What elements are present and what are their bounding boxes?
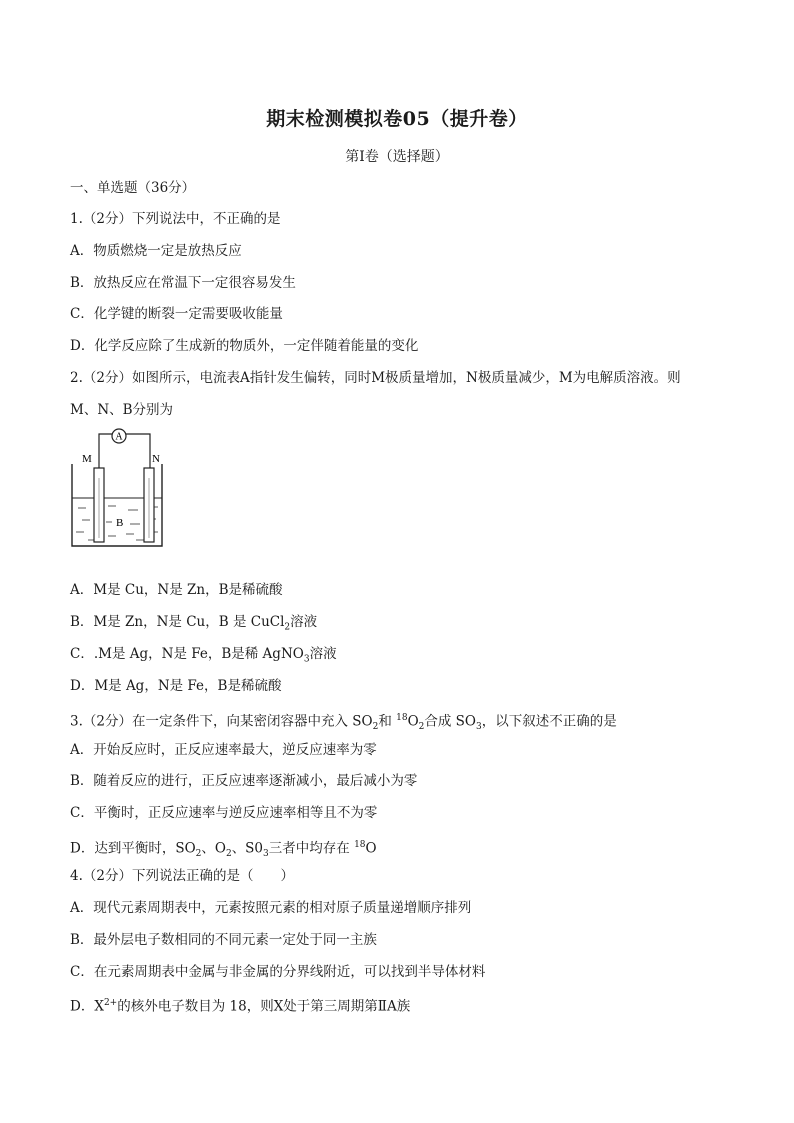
ammeter-label: A (115, 431, 123, 443)
q3-option-b: B．随着反应的进行，正反应速率逐渐减小，最后减小为零 (70, 773, 418, 789)
q2-stem-line2: M、N、B分别为 (70, 402, 174, 418)
page-subtitle: 第Ⅰ卷（选择题） (345, 149, 449, 165)
q1-option-d: D．化学反应除了生成新的物质外，一定伴随着能量的变化 (70, 338, 419, 354)
q1-option-b: B．放热反应在常温下一定很容易发生 (70, 275, 296, 291)
q1-option-c: C．化学键的断裂一定需要吸收能量 (70, 306, 283, 322)
q3-option-a: A．开始反应时，正反应速率最大，逆反应速率为零 (70, 742, 377, 758)
q4-option-b: B．最外层电子数相同的不同元素一定处于同一主族 (70, 932, 377, 948)
galvanic-cell-diagram (68, 428, 168, 553)
section-heading: 一、单选题（36分） (70, 180, 196, 196)
q4-option-c: C．在元素周期表中金属与非金属的分界线附近，可以找到半导体材料 (70, 964, 486, 980)
q4-stem: 4.（2分）下列说法正确的是（ ） (70, 868, 294, 884)
q1-option-a: A．物质燃烧一定是放热反应 (70, 243, 242, 259)
q1-stem: 1.（2分）下列说法中，不正确的是 (70, 211, 281, 227)
q3-option-d: D．达到平衡时，$SO_2$、$O_2$、$S0_3$三者中均存在 $^{18}$O (70, 840, 377, 860)
q2-option-c: C．.M是 Ag，N是 Fe，B是稀 AgNO$_3$溶液 (70, 646, 337, 665)
q3-stem: 3.（2分）在一定条件下，向某密闭容器中充入 $SO_2$和 $^{18}O_2$合成 $SO_3$，以下叙述不正确的是 (70, 713, 617, 733)
solution-label: B (116, 517, 124, 529)
q3-option-c: C．平衡时，正反应速率与逆反应速率相等且不为零 (70, 805, 378, 821)
q2-stem-line1: 2.（2分）如图所示，电流表A指针发生偏转，同时M极质量增加，N极质量减少，M为电解质溶液。则 (70, 370, 681, 386)
electrode-m-label: M (82, 453, 92, 465)
page-title: 期末检测模拟卷05（提升卷） (266, 108, 528, 130)
q4-option-d: D．$X^{2+}$的核外电子数目为 18，则X处于第三周期第ⅡA族 (70, 998, 411, 1015)
electrode-n-label: N (152, 453, 160, 465)
q2-option-b: B．M是 Zn，N是 Cu，B 是 CuCl$_2$溶液 (70, 614, 318, 633)
q4-option-a: A．现代元素周期表中，元素按照元素的相对原子质量递增顺序排列 (70, 900, 472, 916)
q2-option-a: A．M是 Cu，N是 Zn，B是稀硫酸 (70, 582, 283, 598)
q2-option-d: D．M是 Ag，N是 Fe，B是稀硫酸 (70, 678, 282, 694)
